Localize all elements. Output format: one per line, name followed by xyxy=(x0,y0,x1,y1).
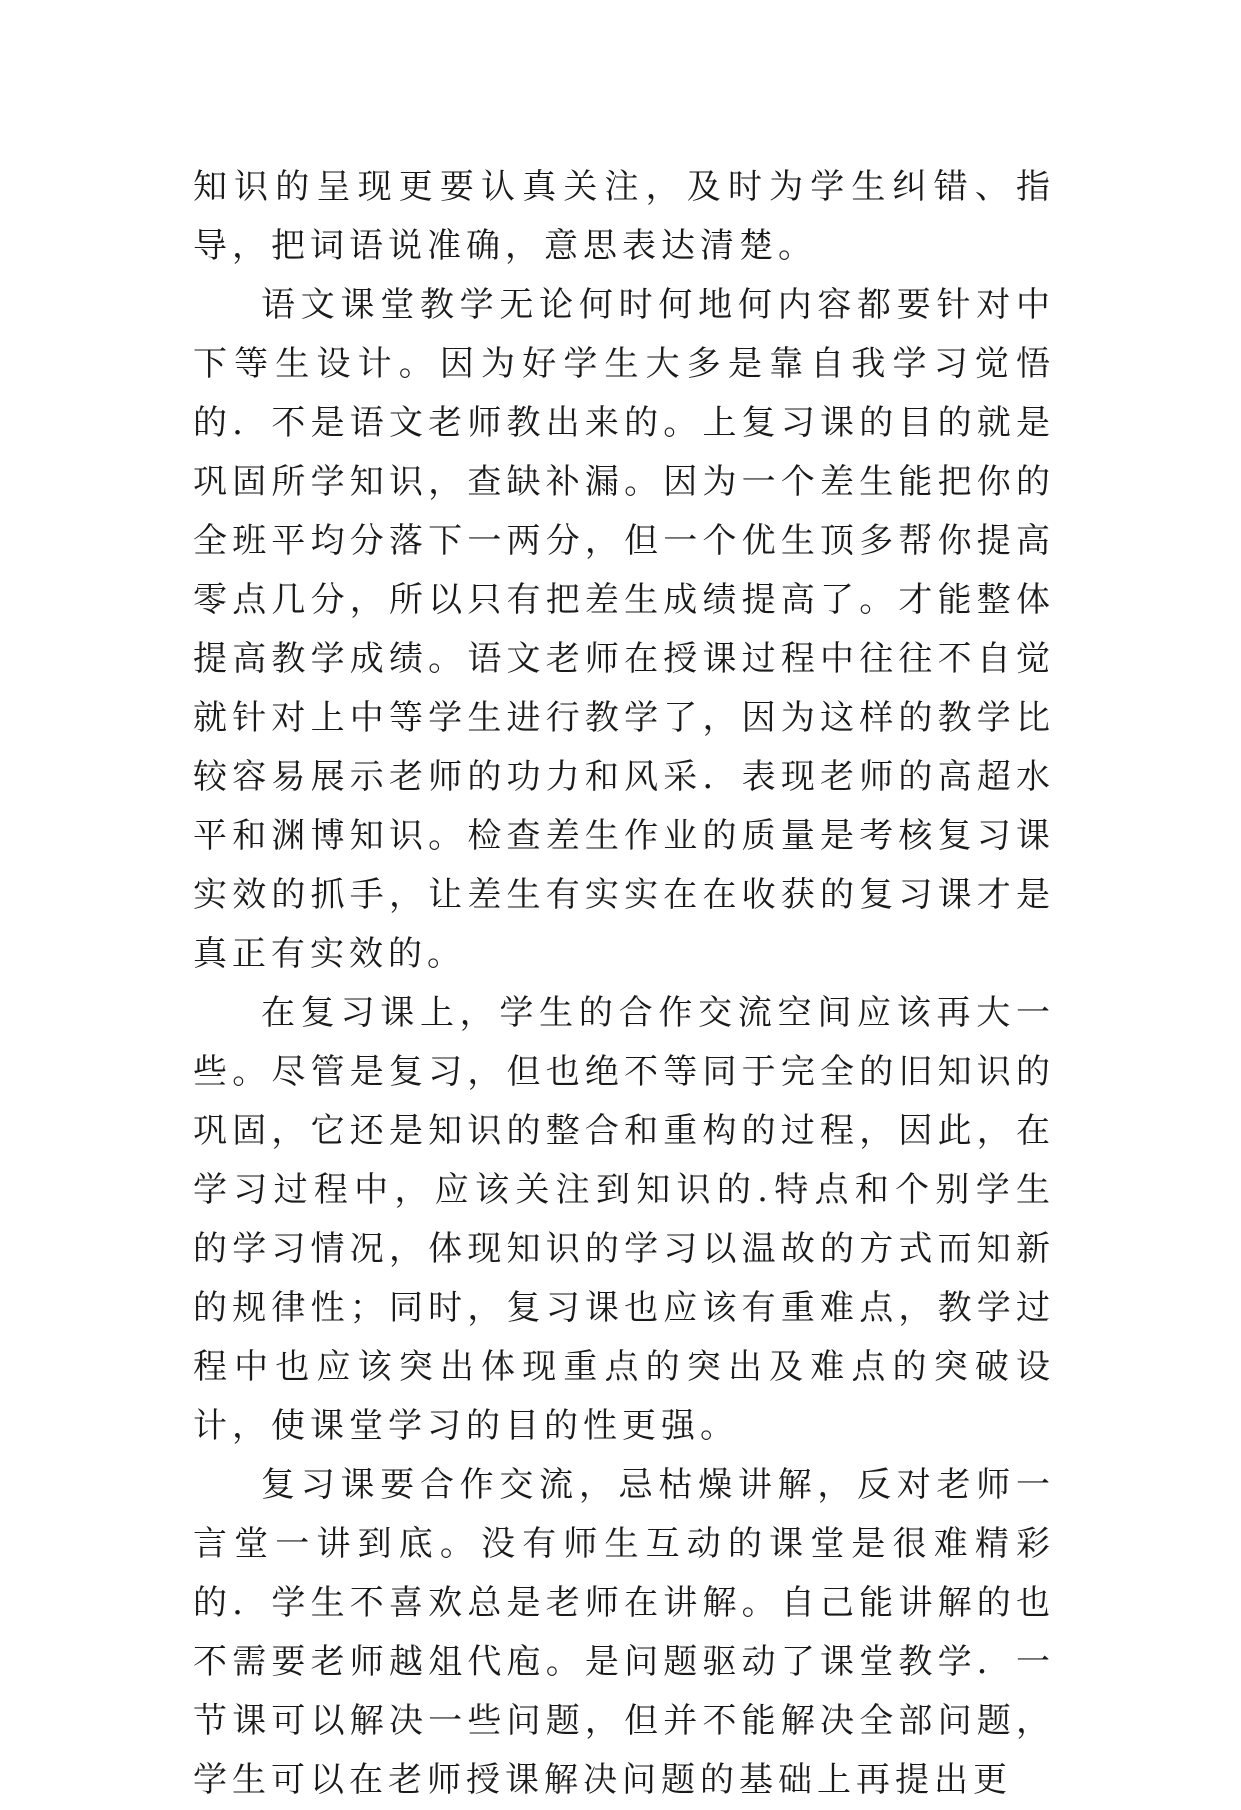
paragraph-1: 知识的呈现更要认真关注，及时为学生纠错、指导，把词语说准确，意思表达清楚。 xyxy=(193,167,1055,266)
paragraph-2: 语文课堂教学无论何时何地何内容都要针对中下等生设计。因为好学生大多是靠自我学习觉悟的．不是语文老师教出来的。上复习课的目的就是巩固所学知识，查缺补漏。因为一个差生能把你的全班平均分落下一两分，但一个优生顶多帮你提高零点几分，所以只有把差生成绩提高了。才能整体提高教学成绩。语文老师在授课过程中往往不自觉就针对上中等学生进行教学了，因为这样的教学比较容易展示老师的功力和风采．表现老师的高超水平和渊博知识。检查差生作业的质量是考核复习课实效的抓手，让差生有实实在在收获的复习课才是真正有实效的。 xyxy=(193,285,1055,974)
paragraph-3: 在复习课上，学生的合作交流空间应该再大一些。尽管是复习，但也绝不等同于完全的旧知识的巩固，它还是知识的整合和重构的过程，因此，在学习过程中，应该关注到知识的.特点和个别学生的学习情况，体现知识的学习以温故的方式而知新的规律性；同时，复习课也应该有重难点，教学过程中也应该突出体现重点的突出及难点的突破设计，使课堂学习的目的性更强。 xyxy=(193,993,1055,1446)
paragraph-4: 复习课要合作交流，忌枯燥讲解，反对老师一言堂一讲到底。没有师生互动的课堂是很难精彩的．学生不喜欢总是老师在讲解。自己能讲解的也不需要老师越俎代庖。是问题驱动了课堂教学．一节课可以解决一些问题，但并不能解决全部问题，学生可以在老师授课解决问题的基础上再提出更 xyxy=(193,1465,1055,1800)
document-body xyxy=(193,158,1055,1810)
